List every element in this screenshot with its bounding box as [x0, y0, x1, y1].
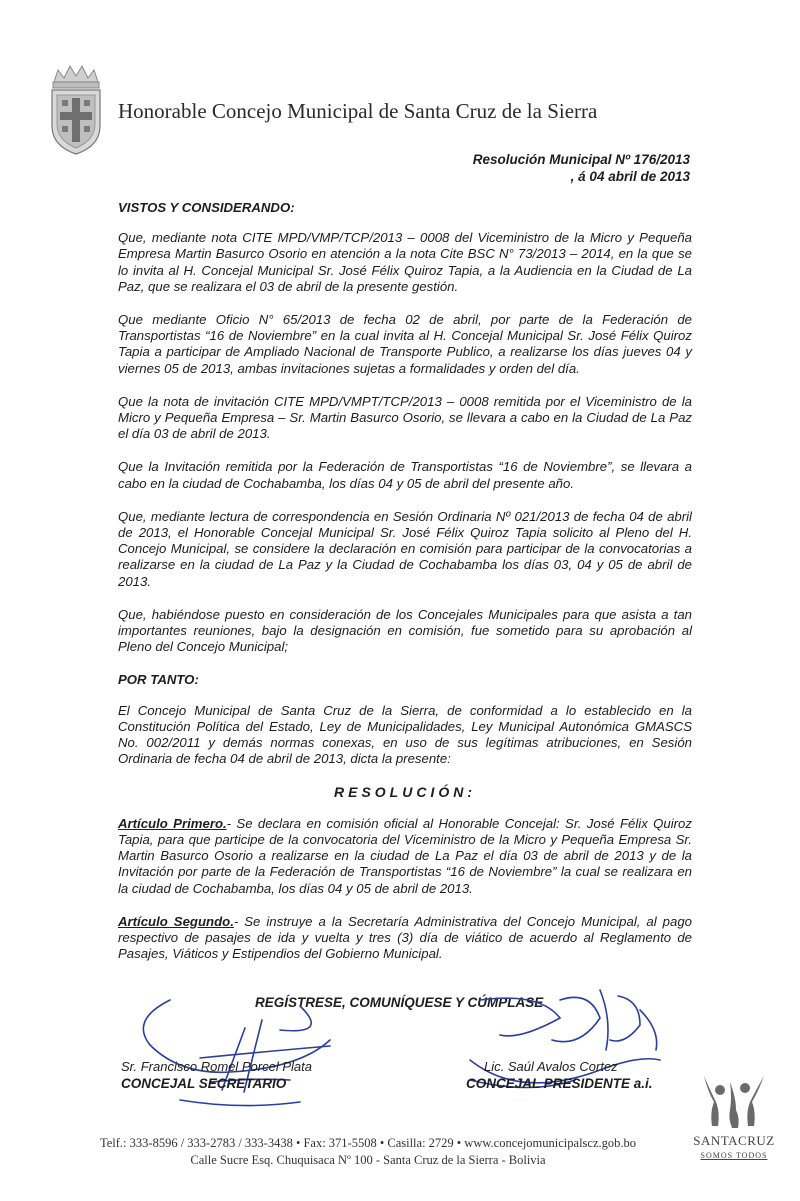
considerando-paragraph: Que la Invitación remitida por la Federación de Transportistas “16 de Noviembre”, se llevara a cabo en la ciudad de Cochabamba, los días 04 y 05 de abril del presente año.: [118, 459, 692, 491]
closing-formula: REGÍSTRESE, COMUNÍQUESE Y CÚMPLASE: [255, 995, 544, 1010]
document-body: [118, 200, 692, 979]
articulo-primero: [118, 816, 692, 897]
considerando-paragraph: Que, habiéndose puesto en consideración de los Concejales Municipales para que asista a tan importantes reuniones, bajo la designación en comisión, fue sometido para su aprobación al Pleno del Concejo Municipal;: [118, 606, 692, 655]
resolution-reference: [473, 151, 690, 185]
resolution-date: , á 04 abril de 2013: [570, 169, 690, 184]
resolution-number: Resolución Municipal Nº 176/2013: [472, 152, 690, 167]
articulo-segundo-text: - Se instruye a la Secretaría Administrativa del Concejo Municipal, al pago respectivo de pasajes de ida y vuelta y tres (3) día de viático de acuerdo al Reglamento de Pasajes, Viáticos y Estipendios del Gobierno Municipal.: [118, 913, 692, 962]
articulo-primero-title: Artículo Primero.: [118, 815, 227, 831]
resolucion-heading: RESOLUCIÓN:: [334, 784, 476, 801]
santa-cruz-logo-name: SANTACRUZ: [693, 1133, 775, 1148]
considerando-paragraph: Que mediante Oficio N° 65/2013 de fecha 02 de abril, por parte de la Federación de Transportistas “16 de Noviembre” en la cual invita al H. Concejal Municipal Sr. José Félix Quiroz Tapia a participar de Ampliado Nacional de Transporte Publico, a realizarse los días jueves 04 y viernes 05 de 2013, ambas invitaciones sujetas a formalidades y orden del día.: [118, 312, 692, 376]
vistos-heading: VISTOS Y CONSIDERANDO:: [118, 200, 295, 215]
footer-address: Calle Sucre Esq. Chuquisaca Nº 100 - Santa Cruz de la Sierra - Bolivia: [190, 1153, 546, 1167]
considerando-paragraph: Que, mediante nota CITE MPD/VMP/TCP/2013 – 0008 del Viceministro de la Micro y Pequeña Empresa Martin Basurco Osorio en atención a la nota Cite BSC N° 73/2013 – 2014, en la que se lo invita al H. Concejal Municipal Sr. José Félix Quiroz Tapia, a la Audiencia en la Ciudad de La Paz, que se realizara el 03 de abril de la presente gestión.: [118, 230, 692, 294]
santa-cruz-logo-tagline: SOMOS TODOS: [700, 1151, 768, 1160]
signatory-left-role: CONCEJAL SECRETARIO: [121, 1076, 287, 1091]
por-tanto-heading: POR TANTO:: [118, 672, 199, 688]
signatory-right-name: Lic. Saúl Avalos Cortez: [484, 1059, 618, 1074]
articulo-primero-text: - Se declara en comisión oficial al Honorable Concejal: Sr. José Félix Quiroz Tapia, para que participe de la convocatoria del Viceministro de la Micro y Pequeña Empresa Sr. Martin Basurco Osorio a realizarse en la ciudad de La Paz el día 03 de abril de 2013 y de la Invitación por parte de la Federación de Transportistas “16 de Noviembre” la cual se realizara en la ciudad de Cochabamba, los días 04 y 05 de abril de 2013.: [118, 815, 692, 896]
considerando-paragraph: Que, mediante lectura de correspondencia en Sesión Ordinaria Nº 021/2013 de fecha 04 de abril de 2013, el Honorable Concejal Municipal Sr. José Félix Quiroz Tapia solicito al Pleno del H. Concejo Municipal, se considere la declaración en comisión para participar de la convocatorias a realizarse en la ciudad de La Paz y la Ciudad de Cochabamba los días 03, 04 y 05 de abril de 2013.: [118, 508, 692, 589]
coat-of-arms-icon: [48, 60, 104, 156]
signatory-right-role: CONCEJAL PRESIDENTE a.i.: [466, 1076, 653, 1091]
footer-contact: Telf.: 333-8596 / 333-2783 / 333-3438 • Fax: 371-5508 • Casilla: 2729 • www.concejomunicipalscz.gob.bo: [99, 1136, 637, 1150]
por-tanto-paragraph: El Concejo Municipal de Santa Cruz de la Sierra, de conformidad a lo establecido en la Constitución Política del Estado, Ley de Municipalidades, Ley Municipal Autonómica GMASCS No. 002/2011 y demás normas conexas, en uso de sus legítimas atribuciones, en Sesión Ordinaria de fecha 04 de abril de 2013, dicta la presente:: [118, 702, 692, 767]
page-title: Honorable Concejo Municipal de Santa Cruz de la Sierra: [118, 99, 598, 123]
signatory-left-name: Sr. Francisco Romel Porcel Plata: [121, 1059, 312, 1074]
articulo-segundo-title: Artículo Segundo.: [118, 913, 234, 929]
considerando-paragraph: Que la nota de invitación CITE MPD/VMPT/TCP/2013 – 0008 remitida por el Viceministro de la Micro y Pequeña Empresa – Sr. Martin Basurco Osorio, se llevara a cabo en la Ciudad de La Paz el día 03 de abril de 2013.: [118, 393, 692, 442]
articulo-segundo: [118, 914, 692, 963]
